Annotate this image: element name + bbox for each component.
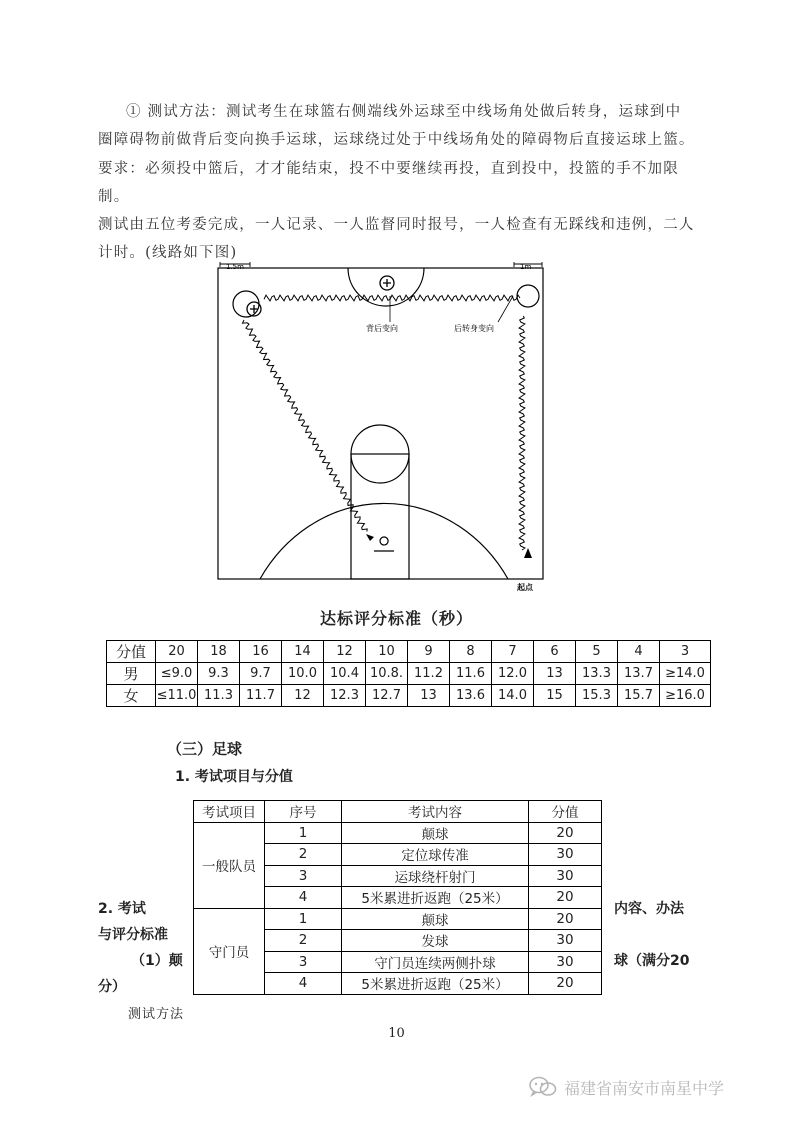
test-method-paragraph: [98, 98, 698, 268]
subsection-heading: 1. 考试项目与分值: [175, 769, 293, 785]
score-cell: 13.3: [576, 663, 618, 685]
index-cell: 1: [265, 908, 342, 930]
wechat-icon: [528, 1075, 558, 1099]
score-cell: 13.6: [450, 685, 492, 707]
content-cell: 5米累进折返跑（25米）: [342, 887, 529, 909]
table-header-row: [194, 801, 602, 823]
content-cell: 守门员连续两侧扑球: [342, 951, 529, 973]
score-cell: 30: [529, 930, 602, 952]
score-cell: 12.0: [492, 663, 534, 685]
watermark: [528, 1075, 724, 1099]
score-cell: 11.2: [408, 663, 450, 685]
score-cell: 12: [282, 685, 324, 707]
page-number: 10: [388, 1026, 405, 1041]
content-cell: 颠球: [342, 822, 529, 844]
header-cell: 考试项目: [194, 801, 265, 823]
paragraph-line: 要求：必须投中篮后，才才能结束，投不中要继续再投，直到投中，投篮的手不加限制。: [98, 160, 679, 205]
score-standard-table: [106, 640, 711, 707]
score-cell: 20: [529, 887, 602, 909]
side-text: 测试方法: [128, 1007, 185, 1022]
row-label-cell: 女: [107, 685, 156, 707]
score-cell: 30: [529, 844, 602, 866]
score-cell: 13: [534, 663, 576, 685]
content-cell: 运球绕杆射门: [342, 865, 529, 887]
score-cell: 7: [492, 641, 534, 663]
score-cell: ≤11.0: [156, 685, 198, 707]
score-cell: 18: [198, 641, 240, 663]
side-text: 2. 考试: [98, 901, 146, 917]
basket-icon: [374, 537, 394, 551]
watermark-text: 福建省南安市南星中学: [564, 1078, 725, 1098]
index-cell: 3: [265, 951, 342, 973]
score-cell: ≥14.0: [660, 663, 711, 685]
header-cell: 序号: [265, 801, 342, 823]
score-cell: 10.4: [324, 663, 366, 685]
score-cell: 20: [529, 908, 602, 930]
score-cell: 10: [366, 641, 408, 663]
paragraph-line: 圈障碍物前做背后变向换手运球，运球绕过处于中线场角处的障碍物后直接运球上篮。: [98, 132, 695, 149]
score-cell: 16: [240, 641, 282, 663]
dribble-route-segment: [243, 320, 368, 532]
header-cell: 分值: [529, 801, 602, 823]
score-cell: 10.0: [282, 663, 324, 685]
score-cell: 13.7: [618, 663, 660, 685]
dimension-marks: [220, 262, 542, 267]
score-table-title: 达标评分标准（秒）: [319, 609, 473, 628]
three-point-arc: [260, 503, 508, 579]
paragraph-line: 测试由五位考委完成，一人记录、一人监督同时报号，一人检查有无踩线和违例，二人: [98, 217, 695, 234]
score-cell: 9.7: [240, 663, 282, 685]
score-cell: 13: [408, 685, 450, 707]
index-cell: 2: [265, 930, 342, 952]
center-circle-arc: [348, 268, 424, 306]
score-header-row: [107, 641, 711, 663]
table-row: [194, 822, 602, 844]
score-cell: 30: [529, 951, 602, 973]
index-cell: 4: [265, 973, 342, 995]
section-heading: （三）足球: [167, 740, 243, 758]
content-cell: 定位球传准: [342, 844, 529, 866]
route-label: 后转身变向: [454, 324, 494, 333]
score-cell: ≤9.0: [156, 663, 198, 685]
dribble-route-segment: [519, 316, 525, 550]
row-label-cell: 分值: [107, 641, 156, 663]
score-cell: 12.3: [324, 685, 366, 707]
score-cell: 15: [534, 685, 576, 707]
score-row: [107, 685, 711, 707]
paragraph-line: ① 测试方法：测试考生在球篮右侧端线外运球至中线场角处做后转身，运球到中: [126, 104, 682, 120]
start-point-label: 起点: [517, 583, 533, 592]
score-cell: 15.7: [618, 685, 660, 707]
score-cell: 20: [529, 822, 602, 844]
table-row: [194, 908, 602, 930]
score-cell: 15.3: [576, 685, 618, 707]
index-cell: 1: [265, 822, 342, 844]
score-cell: 4: [618, 641, 660, 663]
score-cell: 10.8.: [366, 663, 408, 685]
score-cell: 5: [576, 641, 618, 663]
group-cell: 一般队员: [194, 822, 265, 908]
index-cell: 3: [265, 865, 342, 887]
football-items-table: [193, 800, 602, 995]
group-cell: 守门员: [194, 908, 265, 994]
score-cell: 8: [450, 641, 492, 663]
paragraph-line: 计时。(线路如下图): [98, 245, 238, 262]
court-boundary: [218, 268, 543, 579]
dribble-route: [243, 295, 525, 550]
index-cell: 4: [265, 887, 342, 909]
score-cell: 12.7: [366, 685, 408, 707]
header-cell: 考试内容: [342, 801, 529, 823]
score-cell: 9: [408, 641, 450, 663]
score-cell: 11.7: [240, 685, 282, 707]
score-cell: 20: [529, 973, 602, 995]
basketball-route-diagram: [208, 258, 553, 593]
content-cell: 发球: [342, 930, 529, 952]
score-cell: 20: [156, 641, 198, 663]
score-cell: 6: [534, 641, 576, 663]
side-text: 内容、办法: [614, 901, 684, 917]
index-cell: 2: [265, 844, 342, 866]
score-cell: 11.6: [450, 663, 492, 685]
route-arrows: [366, 534, 532, 558]
score-row: [107, 663, 711, 685]
side-text: 与评分标准: [98, 927, 168, 943]
dimension-label: 1.5m: [226, 263, 244, 271]
side-text: （1）颠: [131, 953, 183, 969]
obstacle-circle-left: [233, 291, 259, 317]
content-cell: 5米累进折返跑（25米）: [342, 973, 529, 995]
score-cell: 9.3: [198, 663, 240, 685]
score-cell: 14.0: [492, 685, 534, 707]
side-text: 分）: [98, 979, 126, 995]
score-cell: 14: [282, 641, 324, 663]
score-cell: 11.3: [198, 685, 240, 707]
row-label-cell: 男: [107, 663, 156, 685]
score-cell: ≥16.0: [660, 685, 711, 707]
dimension-label: 1m: [520, 263, 532, 271]
side-text: 球（满分20: [614, 953, 690, 969]
score-cell: 3: [660, 641, 711, 663]
dribble-route-segment: [264, 295, 520, 301]
obstacle-circle-right: [517, 285, 539, 307]
route-label: 背后变向: [366, 324, 398, 333]
score-cell: 12: [324, 641, 366, 663]
score-cell: 30: [529, 865, 602, 887]
content-cell: 颠球: [342, 908, 529, 930]
